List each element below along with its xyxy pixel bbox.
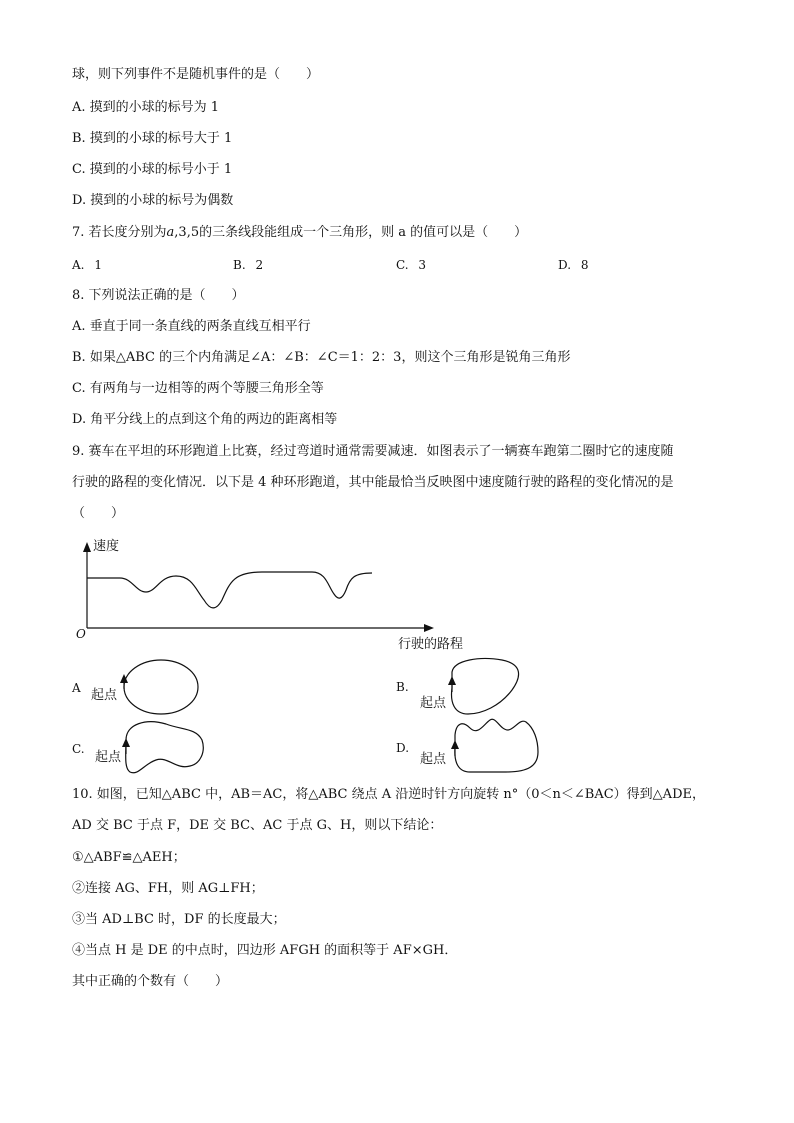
q9-stem-line-1: 9. 赛车在平坦的环形跑道上比赛，经过弯道时通常需要减速．如图表示了一辆赛车跑第二圈时它的速度随 (72, 444, 674, 459)
track-d-label: D. (396, 741, 410, 755)
graph-origin: O (76, 627, 86, 641)
track-c-label: C. (72, 742, 85, 756)
track-d-start: 起点 (420, 752, 447, 767)
option-value: 2 (255, 258, 264, 272)
q9-stem-line-2: 行驶的路程的变化情况．以下是 4 种环形跑道，其中能最恰当反映图中速度随行驶的路程的变化情况的是 (72, 475, 674, 490)
q8-option-b: B. 如果△ABC 的三个内角满足∠A：∠B：∠C＝1：2：3，则这个三角形是锐角三角形 (72, 350, 571, 365)
graph-x-label: 行驶的路程 (398, 637, 464, 652)
q10-stem-line-2: AD 交 BC 于点 F，DE 交 BC、AC 于点 G、H，则以下结论： (72, 818, 443, 833)
track-c-start: 起点 (95, 750, 122, 765)
option-value: 8 (580, 258, 589, 272)
q6-option-b: B. 摸到的小球的标号大于 1 (72, 131, 233, 146)
track-d-loop (455, 719, 538, 772)
q9-stem-line-3: （ ） (72, 506, 125, 521)
q6-stem-tail: 球，则下列事件不是随机事件的是（ ） (72, 67, 320, 82)
q10-conclusion-1: ①△ABF≌△AEH； (72, 850, 186, 865)
q8-option-c: C. 有两角与一边相等的两个等腰三角形全等 (72, 381, 324, 396)
q7-stem: 7. 若长度分别为𝑎,3,5的三条线段能组成一个三角形，则 a 的值可以是（ ） (72, 225, 528, 240)
option-value: 1 (94, 258, 102, 272)
option-value: 3 (418, 258, 427, 272)
track-b-start: 起点 (420, 696, 447, 711)
option-label: C. (396, 258, 409, 272)
option-label: A. (72, 258, 85, 272)
track-a-start: 起点 (91, 688, 118, 703)
q10-stem-line-1: 10. 如图，已知△ABC 中，AB＝AC，将△ABC 绕点 A 沿逆时针方向旋转 n°（0＜n＜∠BAC）得到△ADE， (72, 787, 705, 802)
q6-option-d: D. 摸到的小球的标号为偶数 (72, 193, 234, 208)
q6-option-c: C. 摸到的小球的标号小于 1 (72, 162, 233, 177)
q8-option-a: A. 垂直于同一条直线的两条直线互相平行 (72, 319, 311, 334)
q6-option-a: A. 摸到的小球的标号为 1 (72, 100, 220, 115)
graph-y-label: 速度 (93, 539, 120, 554)
q10-final: 其中正确的个数有（ ） (72, 974, 229, 989)
track-d-start-arrow (451, 740, 459, 749)
track-b-label: B. (396, 680, 409, 694)
q8-stem: 8. 下列说法正确的是（ ） (72, 288, 245, 303)
q10-conclusion-3: ③当 AD⊥BC 时，DF 的长度最大； (72, 912, 286, 927)
q10-conclusion-2: ②连接 AG、FH，则 AG⊥FH； (72, 881, 264, 896)
track-a-label: A (72, 681, 81, 695)
q10-conclusion-4: ④当点 H 是 DE 的中点时，四边形 AFGH 的面积等于 AF×GH． (72, 943, 458, 958)
q8-option-d: D. 角平分线上的点到这个角的两边的距离相等 (72, 412, 338, 427)
option-label: B. (233, 258, 246, 272)
option-label: D. (558, 258, 572, 272)
